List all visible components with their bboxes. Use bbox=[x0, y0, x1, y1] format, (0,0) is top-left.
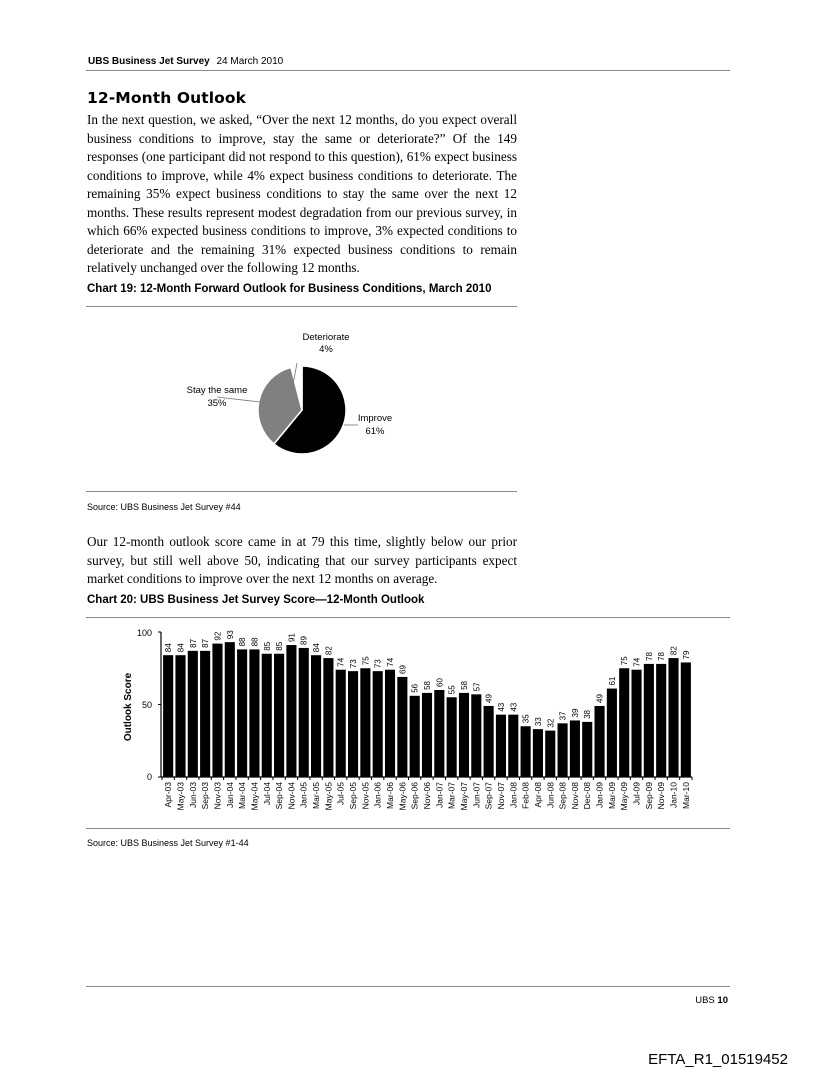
y-axis-label: Outlook Score bbox=[123, 672, 134, 742]
bar bbox=[373, 671, 383, 777]
bar-value-label: 69 bbox=[398, 665, 408, 674]
x-tick-label: Mar-07 bbox=[446, 782, 457, 809]
x-tick-label: Jun-07 bbox=[471, 782, 482, 808]
bar-value-label: 74 bbox=[386, 657, 396, 667]
chart19-title: Chart 19: 12-Month Forward Outlook for Business Conditions, March 2010 bbox=[87, 283, 492, 295]
pie-slices bbox=[258, 366, 346, 454]
chart20-source: Source: UBS Business Jet Survey #1-44 bbox=[87, 838, 249, 848]
bar bbox=[200, 651, 210, 777]
bar bbox=[570, 720, 580, 777]
bar-value-label: 75 bbox=[620, 656, 630, 666]
bar-value-label: 58 bbox=[459, 680, 469, 690]
chart20-title: Chart 20: UBS Business Jet Survey Score—12-Month Outlook bbox=[87, 594, 425, 606]
publication-date: 24 March 2010 bbox=[216, 56, 284, 67]
x-tick-label: Nov-04 bbox=[286, 782, 297, 810]
bars bbox=[163, 630, 691, 811]
chart19-bottom-rule bbox=[86, 491, 517, 492]
bar bbox=[225, 642, 235, 777]
body-paragraph-2: Our 12-month outlook score came in at 79 this time, slightly below our prior survey, but still well above 50, indicating that our survey participants expect market conditions to improve over the next 12 months on average. bbox=[87, 534, 517, 586]
x-tick-label: Nov-05 bbox=[360, 782, 371, 810]
bar-value-label: 39 bbox=[570, 708, 580, 718]
bar bbox=[582, 722, 592, 777]
bar bbox=[360, 668, 370, 777]
bar bbox=[163, 655, 173, 777]
bar-value-label: 35 bbox=[521, 714, 531, 724]
label-stay-the-same: Stay the same bbox=[186, 385, 248, 396]
bar-value-label: 74 bbox=[336, 657, 346, 667]
bar bbox=[422, 693, 432, 777]
x-tick-label: Nov-07 bbox=[495, 782, 506, 810]
bar-value-label: 38 bbox=[583, 709, 593, 719]
x-tick-label: Jul-09 bbox=[631, 782, 642, 806]
bar-value-label: 82 bbox=[324, 646, 334, 656]
x-tick-label: Mar-06 bbox=[385, 782, 396, 809]
bar-value-label: 92 bbox=[213, 631, 223, 641]
x-tick-label: Jan-07 bbox=[434, 782, 445, 808]
x-tick-label: Dec-08 bbox=[582, 782, 593, 810]
x-tick-label: Mar-10 bbox=[680, 782, 691, 809]
label-deteriorate-pct: 4% bbox=[319, 344, 333, 355]
bar bbox=[533, 729, 543, 777]
bar bbox=[262, 654, 272, 777]
label-improve-pct: 61% bbox=[365, 426, 385, 437]
bar bbox=[471, 694, 481, 777]
x-tick-label: Jul-04 bbox=[261, 782, 272, 806]
label-improve: Improve bbox=[357, 413, 393, 424]
bar bbox=[484, 706, 494, 777]
bar-value-label: 43 bbox=[496, 702, 506, 712]
x-tick-label: Nov-06 bbox=[422, 782, 432, 810]
bar-value-label: 43 bbox=[509, 702, 519, 712]
x-tick-label: May-04 bbox=[249, 782, 260, 811]
bar bbox=[397, 677, 407, 777]
bar-value-label: 88 bbox=[238, 637, 248, 647]
bar bbox=[336, 670, 346, 777]
x-tick-label: Jan-08 bbox=[508, 782, 519, 808]
x-tick-label: Apr-08 bbox=[532, 782, 543, 808]
bar-value-label: 82 bbox=[669, 646, 679, 656]
chart19-top-rule bbox=[86, 306, 517, 307]
bar bbox=[274, 654, 284, 777]
bar bbox=[212, 644, 222, 777]
bar bbox=[631, 670, 641, 777]
y-tick-50: 50 bbox=[141, 700, 152, 710]
x-tick-label: May-09 bbox=[619, 782, 630, 811]
pie-chart bbox=[160, 320, 460, 480]
bar-value-label: 55 bbox=[447, 685, 457, 695]
x-tick-label: May-03 bbox=[175, 782, 186, 811]
bar-value-label: 56 bbox=[410, 683, 420, 693]
bar-value-label: 85 bbox=[275, 641, 285, 651]
x-tick-label: May-06 bbox=[397, 782, 408, 811]
bar bbox=[656, 664, 666, 777]
bar-value-label: 91 bbox=[287, 633, 297, 643]
x-tick-label: Sep-04 bbox=[274, 782, 285, 810]
bar bbox=[385, 670, 395, 777]
bar bbox=[558, 723, 568, 777]
bar-value-label: 93 bbox=[225, 630, 235, 640]
bar-value-label: 49 bbox=[595, 694, 605, 703]
x-tick-label: Sep-07 bbox=[483, 782, 494, 810]
x-tick-label: Jan-06 bbox=[372, 782, 383, 808]
x-tick-label: Sep-08 bbox=[557, 782, 568, 810]
bar bbox=[348, 671, 358, 777]
x-tick-label: Nov-09 bbox=[656, 782, 667, 810]
x-tick-label: May-05 bbox=[323, 782, 334, 811]
bar bbox=[619, 668, 629, 777]
bar-value-label: 84 bbox=[164, 643, 174, 653]
x-tick-label: Sep-09 bbox=[643, 782, 654, 810]
x-tick-label: Jan-05 bbox=[298, 782, 309, 808]
label-deteriorate: Deteriorate bbox=[302, 332, 350, 343]
bar bbox=[188, 651, 198, 777]
bar-value-label: 58 bbox=[423, 680, 432, 690]
bar-value-label: 84 bbox=[312, 643, 322, 653]
bar-value-label: 79 bbox=[681, 650, 691, 660]
bar bbox=[323, 658, 333, 777]
x-tick-label: May-07 bbox=[458, 782, 469, 811]
x-tick-label: Nov-08 bbox=[569, 782, 580, 810]
x-tick-label: Mar-09 bbox=[606, 782, 617, 809]
x-tick-label: Jan-10 bbox=[668, 782, 679, 808]
x-tick-label: Feb-08 bbox=[520, 782, 531, 809]
y-tick-0: 0 bbox=[146, 772, 152, 782]
x-tick-label: Jan-04 bbox=[224, 782, 235, 808]
bar-value-label: 74 bbox=[632, 657, 642, 667]
x-tick-label: Jun-08 bbox=[545, 782, 556, 808]
header-rule bbox=[86, 70, 730, 71]
bar-value-label: 73 bbox=[373, 659, 383, 669]
running-header bbox=[88, 56, 283, 67]
x-tick-label: Mar-04 bbox=[237, 782, 248, 809]
bar-value-label: 89 bbox=[299, 636, 309, 645]
bar bbox=[249, 649, 259, 777]
bar-value-label: 57 bbox=[472, 682, 482, 692]
chart20-bottom-rule bbox=[86, 828, 730, 829]
page-number: 10 bbox=[717, 995, 728, 1006]
x-tick-label: Sep-05 bbox=[348, 782, 359, 810]
bar bbox=[459, 693, 469, 777]
footer-rule bbox=[86, 986, 730, 987]
x-tick-label: Jan-09 bbox=[594, 782, 605, 808]
bar bbox=[595, 706, 605, 777]
publication-name: UBS Business Jet Survey bbox=[88, 56, 210, 67]
bar bbox=[175, 655, 185, 777]
bar-value-label: 78 bbox=[657, 651, 667, 661]
footer-brand: UBS bbox=[695, 995, 715, 1006]
chart19-source: Source: UBS Business Jet Survey #44 bbox=[87, 502, 241, 512]
bar-value-label: 78 bbox=[644, 651, 654, 661]
bar bbox=[311, 655, 321, 777]
body-paragraph-1: In the next question, we asked, “Over the next 12 months, do you expect overall business conditions to improve, stay the same or deteriorate?” Of the 149 responses (one participant did not respond to this question), 61% expect business conditions to improve, while 4% expect business conditions to deteriorate. The remaining 35% expect business conditions to stay the same over the next 12 months. These results represent modest degradation from our previous survey, in which 66% expected business conditions to improve, 3% expected conditions to deteriorate and the remaining 31% expected business conditions to remain relatively unchanged over the following 12 months. bbox=[87, 112, 517, 275]
bar bbox=[447, 697, 457, 777]
x-tick-label: Nov-03 bbox=[212, 782, 223, 810]
bar bbox=[286, 645, 296, 777]
bar bbox=[410, 696, 420, 777]
bar bbox=[299, 648, 309, 777]
bar-value-label: 73 bbox=[349, 659, 359, 669]
x-tick-label: Mar-05 bbox=[311, 782, 322, 809]
bar bbox=[607, 689, 617, 777]
bar-value-label: 84 bbox=[176, 643, 186, 653]
bar-value-label: 32 bbox=[546, 718, 556, 728]
bar-value-label: 33 bbox=[533, 717, 543, 727]
bar bbox=[521, 726, 531, 777]
chart20-top-rule bbox=[86, 617, 730, 618]
bar bbox=[434, 690, 444, 777]
bar-value-label: 37 bbox=[558, 711, 568, 721]
bar-chart bbox=[86, 620, 716, 820]
bar bbox=[237, 649, 247, 777]
bar bbox=[644, 664, 654, 777]
bar-value-label: 87 bbox=[201, 638, 211, 648]
bar-value-label: 75 bbox=[361, 656, 371, 666]
bar-value-label: 60 bbox=[435, 678, 445, 687]
bar-value-label: 88 bbox=[250, 637, 260, 647]
bar bbox=[508, 715, 518, 777]
label-stay-the-same-pct: 35% bbox=[207, 398, 227, 409]
x-tick-label: Jun-03 bbox=[187, 782, 198, 808]
bar bbox=[668, 658, 678, 777]
bar-value-label: 87 bbox=[188, 638, 198, 648]
document-id: EFTA_R1_01519452 bbox=[648, 1051, 788, 1068]
x-tick-label: Apr-03 bbox=[163, 782, 174, 808]
section-heading: 12-Month Outlook bbox=[87, 89, 247, 107]
x-tick-label: Sep-03 bbox=[200, 782, 211, 810]
bar-value-label: 85 bbox=[262, 641, 272, 651]
bar-value-label: 49 bbox=[484, 694, 494, 703]
bar bbox=[681, 662, 691, 777]
x-tick-label: Jul-05 bbox=[335, 782, 346, 806]
x-tick-label: Sep-06 bbox=[409, 782, 420, 810]
bar bbox=[545, 731, 555, 777]
bar bbox=[496, 715, 506, 777]
page-footer bbox=[695, 995, 728, 1006]
y-tick-100: 100 bbox=[136, 628, 152, 638]
bar-value-label: 61 bbox=[607, 676, 617, 686]
